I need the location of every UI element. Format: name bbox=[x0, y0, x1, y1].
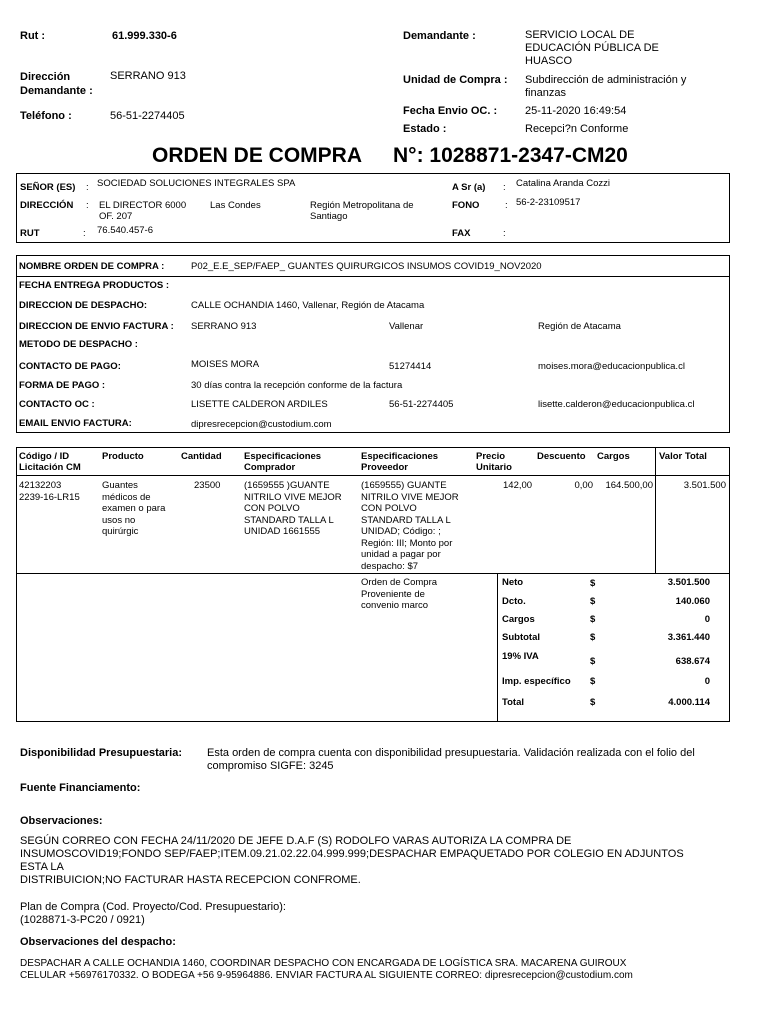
rut-label: Rut : bbox=[20, 30, 46, 42]
col-codigo: Código / ID Licitación CM bbox=[19, 451, 81, 473]
contacto-pago-nombre: MOISES MORA bbox=[191, 359, 260, 370]
cell-esp-comprador: (1659555 )GUANTE NITRILO VIVE MEJOR CON POLVO STANDARD TALLA L UNIDAD 1661555 bbox=[244, 480, 342, 537]
currency-symbol: $ bbox=[590, 697, 596, 708]
cell-codigo: 42132203 2239-16-LR15 bbox=[19, 480, 80, 503]
contacto-oc-nombre: LISETTE CALDERON ARDILES bbox=[191, 399, 328, 410]
disponibilidad-value: Esta orden de compra cuenta con disponibilidad presupuestaria. Validación realizada con el folio del compromiso SIGFE: 3245 bbox=[207, 747, 695, 772]
currency-symbol: $ bbox=[590, 614, 596, 625]
unidad-compra-label: Unidad de Compra : bbox=[403, 74, 508, 86]
envio-factura-label: DIRECCION DE ENVIO FACTURA : bbox=[19, 321, 174, 332]
col-esp-proveedor: Especificaciones Proveedor bbox=[361, 451, 439, 473]
contacto-oc-fono: 56-51-2274405 bbox=[389, 399, 454, 410]
rut-proveedor-label: RUT bbox=[20, 228, 40, 239]
total-value-cargos: 0 bbox=[704, 614, 710, 625]
contacto-pago-email[interactable]: moises.mora@educacionpublica.cl bbox=[538, 361, 685, 372]
despacho-value: CALLE OCHANDIA 1460, Vallenar, Región de Atacama bbox=[191, 300, 425, 311]
envio-factura-ciudad: Vallenar bbox=[389, 321, 424, 332]
senor-label: SEÑOR (ES) bbox=[20, 182, 76, 193]
plan-compra-value: Plan de Compra (Cod. Proyecto/Cod. Presupuestario): (1028871-3-PC20 / 0921) bbox=[20, 901, 286, 926]
demandante-value: SERVICIO LOCAL DE EDUCACIÓN PÚBLICA DE HUASCO bbox=[525, 29, 659, 67]
total-label-imp-especifico: Imp. específico bbox=[502, 676, 571, 687]
col-esp-comprador: Especificaciones Comprador bbox=[244, 451, 322, 473]
direccion-demandante-value: SERRANO 913 bbox=[110, 70, 186, 82]
colon: : bbox=[505, 200, 508, 211]
origen-oc: Orden de Compra Proveniente de convenio marco bbox=[361, 577, 438, 611]
currency-symbol: $ bbox=[590, 632, 596, 643]
total-label-iva: 19% IVA bbox=[502, 651, 539, 662]
colon: : bbox=[86, 200, 89, 211]
valor-total-divider bbox=[655, 447, 656, 574]
col-cantidad: Cantidad bbox=[181, 451, 222, 462]
comuna-value: Las Condes bbox=[210, 200, 261, 211]
col-producto: Producto bbox=[102, 451, 144, 462]
email-factura-label: EMAIL ENVIO FACTURA: bbox=[19, 418, 132, 429]
fono-label: FONO bbox=[452, 200, 480, 211]
forma-pago-value: 30 días contra la recepción conforme de la factura bbox=[191, 380, 403, 391]
total-label-neto: Neto bbox=[502, 577, 524, 588]
envio-factura-value: SERRANO 913 bbox=[191, 321, 257, 332]
order-number: N°: 1028871-2347-CM20 bbox=[393, 144, 628, 167]
fuente-label: Fuente Financiamento: bbox=[20, 782, 141, 794]
total-value-iva: 638.674 bbox=[675, 656, 710, 667]
divider bbox=[16, 276, 730, 277]
contacto-oc-label: CONTACTO OC : bbox=[19, 399, 95, 410]
colon: : bbox=[503, 228, 506, 239]
total-label-total: Total bbox=[502, 697, 524, 708]
obs-despacho-value: DESPACHAR A CALLE OCHANDIA 1460, COORDINAR DESPACHO CON ENCARGADA DE LOGÍSTICA SRA. MACARENA GUIROUX CELULAR +56976170332. O BODEGA +56 9-95964886. ENVIAR FACTURA AL SIGUIENTE CORREO: dipresrecepcion@custodium.com bbox=[20, 958, 633, 981]
colon: : bbox=[83, 228, 86, 239]
demandante-label: Demandante : bbox=[403, 30, 476, 42]
cell-esp-proveedor: (1659555) GUANTE NITRILO VIVE MEJOR CON POLVO STANDARD TALLA L UNIDAD; Código: ; Región: III; Monto por unidad a pagar por despacho: $7 bbox=[361, 480, 459, 572]
page-title: ORDEN DE COMPRA bbox=[152, 144, 363, 167]
telefono-label: Teléfono : bbox=[20, 110, 72, 122]
cell-cantidad: 23500 bbox=[194, 480, 221, 491]
currency-symbol: $ bbox=[590, 656, 596, 667]
currency-symbol: $ bbox=[590, 676, 596, 687]
nombre-oc-value: P02_E.E_SEP/FAEP_ GUANTES QUIRURGICOS INSUMOS COVID19_NOV2020 bbox=[191, 261, 542, 272]
estado-label: Estado : bbox=[403, 123, 447, 135]
direccion-proveedor-value: EL DIRECTOR 6000 OF. 207 bbox=[99, 200, 187, 222]
asr-label: A Sr (a) bbox=[452, 182, 486, 193]
estado-value: Recepci?n Conforme bbox=[525, 123, 629, 135]
total-value-dcto: 140.060 bbox=[675, 596, 710, 607]
cell-precio: 142,00 bbox=[503, 480, 533, 491]
despacho-label: DIRECCION DE DESPACHO: bbox=[19, 300, 148, 311]
cell-producto: Guantes médicos de examen o para usos no quirúrgic bbox=[102, 480, 166, 537]
fax-label: FAX bbox=[452, 228, 471, 239]
contacto-oc-email[interactable]: lisette.calderon@educacionpublica.cl bbox=[538, 399, 695, 410]
contacto-pago-fono: 51274414 bbox=[389, 361, 432, 372]
fecha-envio-label: Fecha Envio OC. : bbox=[403, 105, 498, 117]
currency-symbol: $ bbox=[590, 578, 596, 589]
rut-proveedor-value: 76.540.457-6 bbox=[97, 225, 153, 236]
colon: : bbox=[503, 182, 506, 193]
total-label-subtotal: Subtotal bbox=[502, 632, 540, 643]
col-cargos: Cargos bbox=[597, 451, 630, 462]
colon: : bbox=[86, 182, 89, 193]
total-value-neto: 3.501.500 bbox=[667, 577, 710, 588]
total-value-subtotal: 3.361.440 bbox=[667, 632, 710, 643]
col-valor-total: Valor Total bbox=[659, 451, 707, 462]
total-value-total: 4.000.114 bbox=[668, 697, 710, 708]
rut-value: 61.999.330-6 bbox=[112, 30, 177, 42]
envio-factura-region: Región de Atacama bbox=[538, 321, 621, 332]
asr-value: Catalina Aranda Cozzi bbox=[516, 178, 610, 189]
forma-pago-label: FORMA DE PAGO : bbox=[19, 380, 106, 391]
cell-valor-total: 3.501.500 bbox=[683, 480, 726, 491]
currency-symbol: $ bbox=[590, 596, 596, 607]
total-label-dcto: Dcto. bbox=[502, 596, 526, 607]
observaciones-value: SEGÚN CORREO CON FECHA 24/11/2020 DE JEFE D.A.F (S) RODOLFO VARAS AUTORIZA LA COMPRA DE INSUMOSCOVID19;FONDO SEP/FAEP;ITEM.09.21.02.22.04.999.999;DESPACHAR EMPAQUETADO POR COLEGIO EN ADJUNTOS ESTA LA DISTRIBUICION;NO FACTURAR HASTA RECEPCION CONFROME. bbox=[20, 835, 684, 886]
col-descuento: Descuento bbox=[537, 451, 586, 462]
direccion-proveedor-label: DIRECCIÓN bbox=[20, 200, 74, 211]
contacto-pago-label: CONTACTO DE PAGO: bbox=[19, 361, 121, 372]
cell-cargos: 164.500,00 bbox=[605, 480, 653, 491]
obs-despacho-label: Observaciones del despacho: bbox=[20, 936, 176, 948]
observaciones-label: Observaciones: bbox=[20, 815, 103, 827]
direccion-demandante-label: Dirección Demandante : bbox=[20, 71, 93, 97]
col-precio: Precio Unitario bbox=[476, 451, 512, 473]
disponibilidad-label: Disponibilidad Presupuestaria: bbox=[20, 747, 182, 759]
total-label-cargos: Cargos bbox=[502, 614, 535, 625]
region-value: Región Metropolitana de Santiago bbox=[310, 200, 414, 222]
metodo-despacho-label: METODO DE DESPACHO : bbox=[19, 339, 138, 350]
cell-descuento: 0,00 bbox=[574, 480, 593, 491]
nombre-oc-label: NOMBRE ORDEN DE COMPRA : bbox=[19, 261, 165, 272]
email-factura-value[interactable]: dipresrecepcion@custodium.com bbox=[191, 419, 332, 430]
fecha-entrega-label: FECHA ENTREGA PRODUCTOS : bbox=[19, 280, 170, 291]
fono-value: 56-2-23109517 bbox=[516, 197, 581, 208]
table-header-divider bbox=[16, 475, 730, 476]
fecha-envio-value: 25-11-2020 16:49:54 bbox=[525, 105, 627, 117]
telefono-value: 56-51-2274405 bbox=[110, 110, 185, 122]
unidad-compra-value: Subdirección de administración y finanzas bbox=[525, 74, 687, 99]
total-value-imp-especifico: 0 bbox=[704, 676, 710, 687]
senor-value: SOCIEDAD SOLUCIONES INTEGRALES SPA bbox=[97, 178, 296, 189]
table-row-divider bbox=[16, 573, 497, 574]
